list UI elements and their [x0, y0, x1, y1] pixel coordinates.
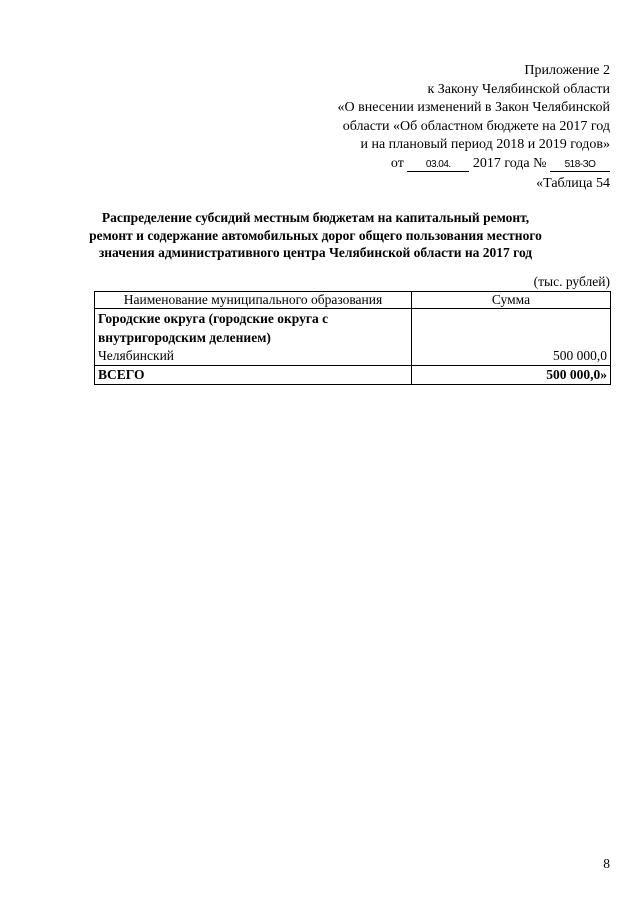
header-law-title-3: и на плановый период 2018 и 2019 годов» — [360, 137, 610, 152]
handwritten-number: 518-ЗО — [550, 159, 610, 172]
units-label: (тыс. рублей) — [533, 274, 610, 289]
table-label: «Таблица 54 — [536, 176, 610, 191]
document-header — [338, 62, 611, 173]
header-date-line — [338, 155, 611, 174]
header-sum: Сумма — [412, 292, 611, 309]
group-sum — [412, 309, 611, 348]
document-title: Распределение субсидий местным бюджетам на капитальный ремонт, ремонт и содержание автомобильных дорог общего пользования местного значения административного центра Челябинской области на 2017 год — [89, 210, 542, 260]
from-prefix: от — [390, 155, 404, 171]
total-label: ВСЕГО — [95, 366, 412, 385]
total-row — [95, 366, 611, 385]
group-label: Городские округа (городские округа с внутригородским делением) — [95, 309, 412, 348]
subsidies-table — [94, 291, 611, 385]
row-sum: 500 000,0 — [412, 347, 611, 366]
header-law-title-2: области «Об областном бюджете на 2017 год — [342, 118, 610, 134]
header-name: Наименование муниципального образования — [95, 292, 412, 309]
year-text: 2017 года № — [472, 155, 547, 171]
table-row — [95, 347, 611, 366]
table-header-row — [95, 292, 611, 309]
header-law-ref: к Закону Челябинской области — [427, 81, 610, 97]
group-row — [95, 309, 611, 348]
handwritten-date: 03.04. — [407, 159, 469, 172]
header-law-title-1: «О внесении изменений в Закон Челябинской — [337, 100, 610, 115]
total-sum: 500 000,0» — [412, 366, 611, 385]
header-appendix: Приложение 2 — [524, 63, 610, 78]
row-name: Челябинский — [95, 347, 412, 366]
page-number: 8 — [603, 856, 610, 871]
